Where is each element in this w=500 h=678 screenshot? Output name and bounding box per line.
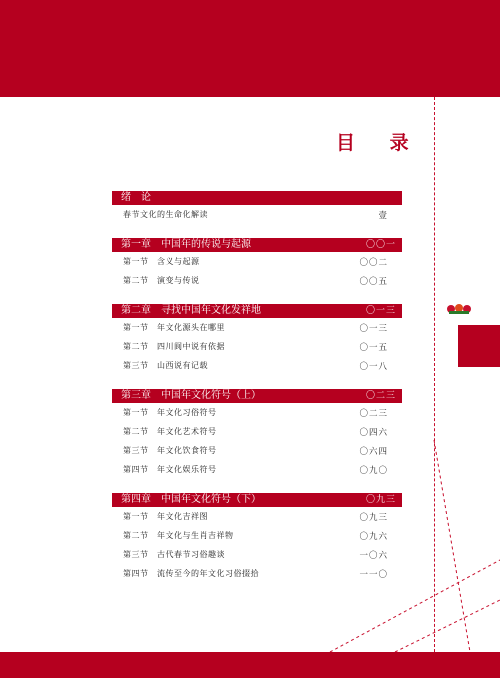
entry-label: 第一节 年文化习俗符号 (123, 408, 217, 417)
chapter-page: 〇〇一 (365, 240, 396, 250)
entry-page: 〇四六 (359, 427, 388, 438)
entry-label: 第一节 年文化源头在哪里 (123, 323, 225, 332)
entry-label: 第一节 年文化吉祥图 (123, 512, 208, 521)
entry-label: 第三节 古代春节习俗趣谈 (123, 550, 225, 559)
entry-label: 第二节 年文化与生肖吉祥物 (123, 531, 234, 540)
toc-entry[interactable] (112, 337, 402, 356)
entry-label: 第二节 年文化艺术符号 (123, 427, 217, 436)
toc-entry[interactable] (112, 564, 402, 583)
entry-page: 〇一三 (359, 323, 388, 334)
toc-entry[interactable] (112, 545, 402, 564)
entry-page: 一一〇 (359, 569, 388, 580)
toc-entry[interactable] (112, 205, 402, 224)
toc-entry[interactable] (112, 441, 402, 460)
entry-label: 第四节 流传至今的年文化习俗掇拾 (123, 569, 259, 578)
entry-label: 第二节 演变与传说 (123, 276, 200, 285)
toc-entry[interactable] (112, 356, 402, 375)
chapter-page: 〇九三 (365, 495, 396, 505)
toc-entry[interactable] (112, 526, 402, 545)
toc-section (112, 191, 402, 224)
entry-page: 〇一八 (359, 361, 388, 372)
entry-page: 一〇六 (359, 550, 388, 561)
entry-label: 第四节 年文化娱乐符号 (123, 465, 217, 474)
toc-entry[interactable] (112, 252, 402, 271)
entry-label: 春节文化的生命化解读 (123, 210, 208, 219)
side-tab (458, 325, 500, 367)
chapter-title: 第四章 中国年文化符号（下） (121, 494, 261, 505)
chapter-page: 〇一三 (365, 306, 396, 316)
entry-label: 第二节 四川阆中说有依据 (123, 342, 225, 351)
toc-section (112, 493, 402, 583)
entry-page: 壹 (378, 210, 388, 221)
entry-page: 〇〇二 (359, 257, 388, 268)
entry-label: 第三节 年文化饮食符号 (123, 446, 217, 455)
chapter-heading[interactable] (112, 493, 402, 507)
chapter-heading[interactable] (112, 389, 402, 403)
entry-page: 〇六四 (359, 446, 388, 457)
toc-entry[interactable] (112, 507, 402, 526)
chapter-heading[interactable] (112, 238, 402, 252)
entry-page: 〇九三 (359, 512, 388, 523)
chapter-title: 第二章 寻找中国年文化发祥地 (121, 305, 261, 316)
entry-page: 〇九〇 (359, 465, 388, 476)
entry-page: 〇〇五 (359, 276, 388, 287)
entry-label: 第一节 含义与起源 (123, 257, 200, 266)
chapter-title: 第一章 中国年的传说与起源 (121, 239, 251, 250)
entry-page: 〇一五 (359, 342, 388, 353)
chapter-heading[interactable] (112, 304, 402, 318)
toc-entry[interactable] (112, 403, 402, 422)
entry-page: 〇二三 (359, 408, 388, 419)
chapter-page: 〇二三 (365, 391, 396, 401)
page-title: 目 录 (336, 132, 423, 154)
chapter-title: 绪 论 (121, 192, 151, 203)
toc-section (112, 238, 402, 290)
entry-page: 〇九六 (359, 531, 388, 542)
toc-entry[interactable] (112, 271, 402, 290)
toc-entry[interactable] (112, 318, 402, 337)
toc-entry[interactable] (112, 422, 402, 441)
festival-ornament-icon (446, 302, 472, 316)
chapter-title: 第三章 中国年文化符号（上） (121, 390, 261, 401)
chapter-heading[interactable] (112, 191, 402, 205)
table-of-contents (112, 191, 402, 597)
toc-entry[interactable] (112, 460, 402, 479)
toc-section (112, 304, 402, 375)
entry-label: 第三节 山西说有记载 (123, 361, 208, 370)
toc-section (112, 389, 402, 479)
bottom-band (0, 652, 500, 678)
